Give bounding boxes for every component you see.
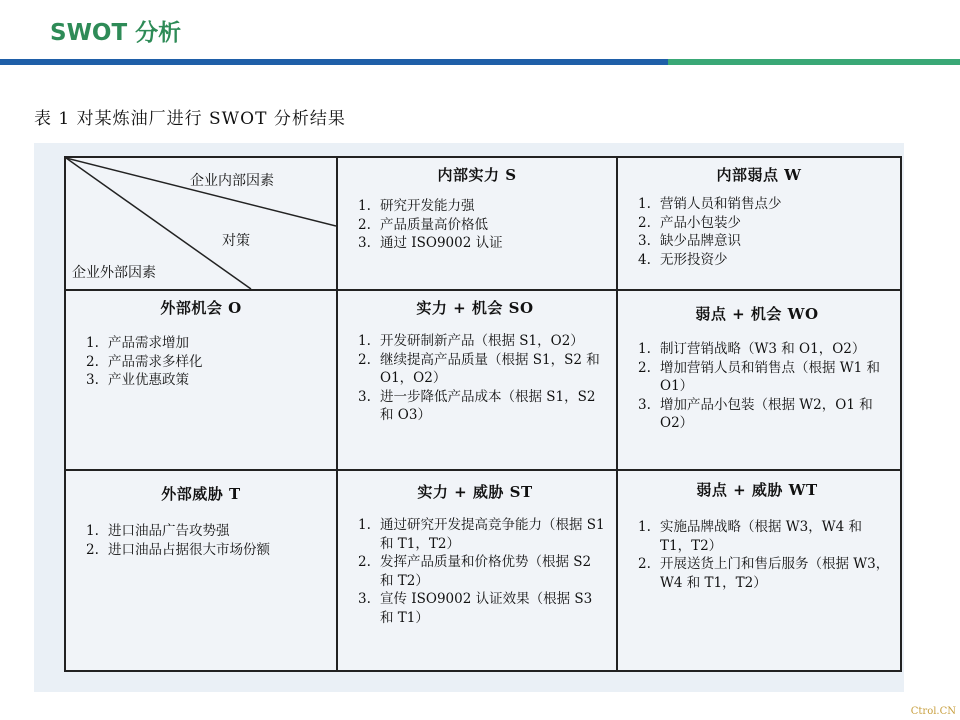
list-item: 3. 产业优惠政策 (86, 372, 189, 388)
opportunities-heading: 外部机会 O (160, 299, 242, 317)
list-item: 2. 发挥产品质量和价格优势（根据 S2 和 T2） (358, 554, 592, 589)
so-cell (338, 291, 616, 469)
corner-external-label: 企业外部因素 (72, 265, 156, 281)
st-cell (338, 471, 616, 670)
list-item: 3. 增加产品小包装（根据 W2，O1 和 O2） (638, 396, 873, 431)
wt-list (624, 518, 890, 592)
wo-heading: 弱点 + 机会 WO (695, 305, 819, 323)
list-item: 3. 缺少品牌意识 (638, 233, 741, 249)
list-item: 4. 无形投资少 (638, 251, 728, 268)
corner-internal-label: 企业内部因素 (190, 173, 274, 189)
list-item: 3. 进一步降低产品成本（根据 S1，S2 和 O3） (358, 388, 596, 423)
threats-cell (66, 471, 336, 670)
list-item: 2. 产品小包装少 (638, 214, 741, 231)
opportunities-cell (66, 291, 336, 469)
list-item: 1. 制订营销战略（W3 和 O1，O2） (638, 341, 866, 357)
wt-heading: 弱点 + 威胁 WT (696, 481, 818, 499)
list-item: 3. 宣传 ISO9002 认证效果（根据 S3 和 T1） (358, 591, 593, 626)
list-item: 2. 产品质量高价格低 (358, 216, 488, 233)
st-heading: 实力 + 威胁 ST (417, 483, 533, 501)
list-item: 1. 营销人员和销售点少 (638, 196, 782, 212)
list-item: 1. 产品需求增加 (86, 335, 189, 351)
swot-table (64, 156, 902, 672)
weaknesses-list (624, 195, 894, 269)
wo-cell (618, 291, 900, 469)
list-item: 1. 进口油品广告攻势强 (86, 523, 230, 539)
list-item: 2. 产品需求多样化 (86, 353, 203, 370)
header-divider-blue (0, 59, 668, 65)
wt-cell (618, 471, 900, 670)
threats-heading: 外部威胁 T (161, 485, 241, 503)
strengths-list (344, 197, 610, 253)
weaknesses-heading: 内部弱点 W (716, 166, 802, 184)
footer-watermark: Ctrol.CN (910, 706, 956, 717)
list-item: 1. 研究开发能力强 (358, 198, 475, 214)
slide-title: SWOT 分析 (50, 20, 182, 46)
list-item: 2. 增加营销人员和销售点（根据 W1 和 O1） (638, 359, 881, 394)
wo-list (624, 340, 890, 433)
strengths-cell (338, 158, 616, 289)
table-caption: 表 1 对某炼油厂进行 SWOT 分析结果 (34, 109, 346, 129)
corner-strategy-label: 对策 (222, 233, 250, 249)
strengths-heading: 内部实力 S (437, 166, 517, 184)
so-list (344, 332, 606, 425)
threats-list (72, 522, 330, 559)
so-heading: 实力 + 机会 SO (416, 299, 534, 317)
list-item: 2. 继续提高产品质量（根据 S1，S2 和 O1，O2） (358, 351, 600, 386)
corner-header-cell (66, 158, 336, 289)
weaknesses-cell (618, 158, 900, 289)
list-item: 1. 实施品牌战略（根据 W3，W4 和 T1，T2） (638, 519, 863, 554)
list-item: 1. 开发研制新产品（根据 S1，O2） (358, 333, 584, 349)
list-item: 2. 进口油品占据很大市场份额 (86, 541, 270, 558)
header-divider-green (668, 59, 960, 65)
st-list (344, 516, 606, 627)
list-item: 2. 开展送货上门和售后服务（根据 W3，W4 和 T1，T2） (638, 556, 890, 591)
list-item: 3. 通过 ISO9002 认证 (358, 235, 503, 251)
opportunities-list (72, 334, 330, 390)
list-item: 1. 通过研究开发提高竞争能力（根据 S1 和 T1，T2） (358, 517, 605, 552)
